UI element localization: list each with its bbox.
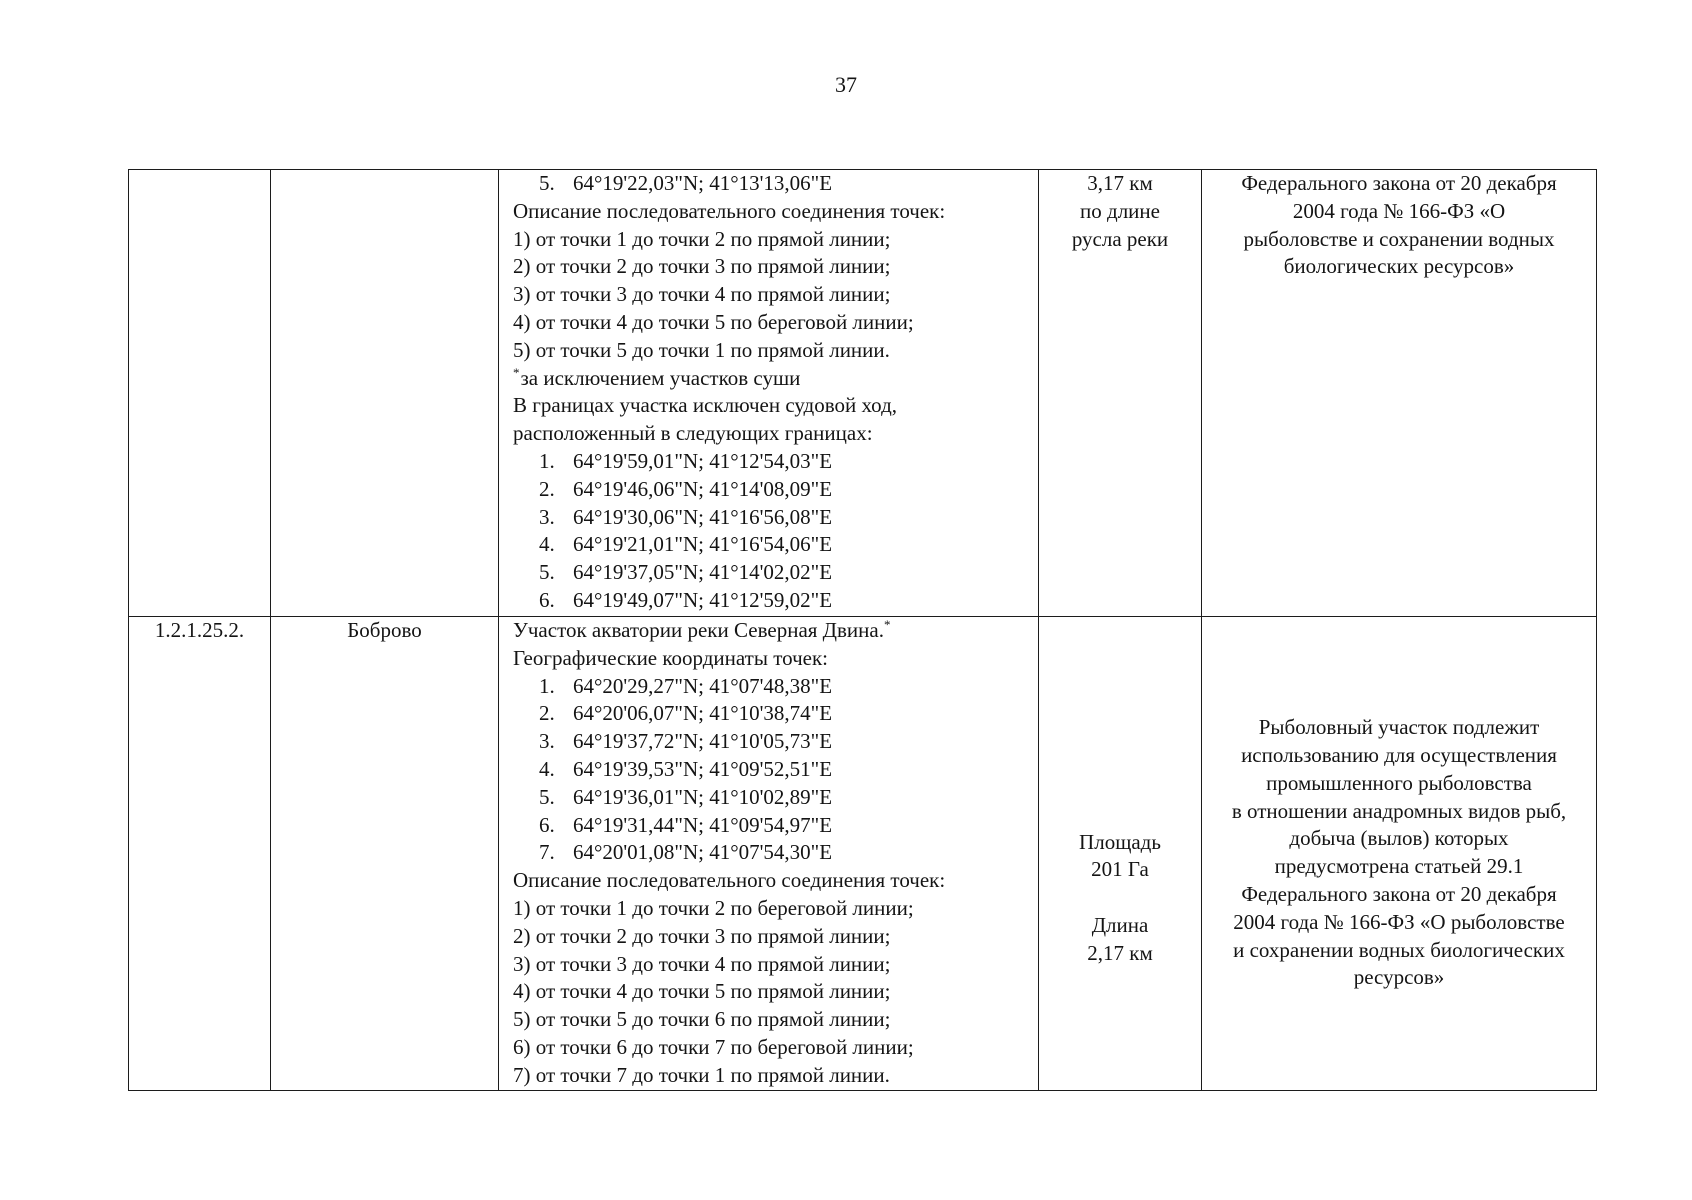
coordinate-point: 6. 64°19'31,44"N; 41°09'54,97"E (539, 812, 833, 837)
purpose-line: 2004 года № 166-ФЗ «О рыболовстве (1233, 909, 1565, 934)
size-line: по длине (1080, 198, 1160, 223)
size-line: 3,17 км (1087, 171, 1153, 195)
coordinate-point: 4. 64°19'21,01"N; 41°16'54,06"E (539, 532, 833, 557)
purpose-line: 2004 года № 166-ФЗ «О (1292, 198, 1506, 223)
coordinate-point: 2. 64°20'06,07"N; 41°10'38,74"E (539, 701, 833, 726)
purpose-line: предусмотрена статьей 29.1 (1274, 854, 1524, 879)
table-row (129, 617, 1597, 1091)
connection-line: 6) от точки 6 до точки 7 по береговой линии; (513, 1034, 914, 1059)
area-title: Участок акватории реки Северная Двина.* (513, 617, 891, 642)
connection-line: 4) от точки 4 до точки 5 по береговой линии; (513, 309, 914, 334)
area-code-cell: 1.2.1.25.2. (129, 617, 271, 1091)
exclusion-text: расположенный в следующих границах: (513, 421, 873, 446)
connection-line: 2) от точки 2 до точки 3 по прямой линии; (513, 923, 891, 948)
purpose-line: промышленного рыболовства (1266, 770, 1532, 795)
purpose-line: Федерального закона от 20 декабря (1241, 882, 1557, 907)
connection-line: 2) от точки 2 до точки 3 по прямой линии; (513, 254, 891, 279)
connection-heading: Описание последовательного соединения точек: (513, 198, 946, 223)
connection-heading: Описание последовательного соединения точек: (513, 868, 946, 893)
page-number: 37 (835, 72, 857, 97)
area-name-cell (271, 170, 499, 617)
connection-line: 5) от точки 5 до точки 6 по прямой линии; (513, 1007, 891, 1032)
length-label: Длина (1091, 913, 1149, 938)
purpose-line: рыболовстве и сохранении водных (1243, 226, 1555, 251)
connection-line: 3) от точки 3 до точки 4 по прямой линии; (513, 951, 891, 976)
area-code-cell (129, 170, 271, 617)
purpose-line: в отношении анадромных видов рыб, (1231, 798, 1567, 823)
connection-line: 3) от точки 3 до точки 4 по прямой линии; (513, 282, 891, 307)
area-size-cell (1039, 170, 1202, 617)
coordinate-point: 2. 64°19'46,06"N; 41°14'08,09"E (539, 476, 833, 501)
area-purpose-cell (1202, 617, 1597, 1091)
purpose-line: Рыболовный участок подлежит (1258, 715, 1540, 740)
exclusion-text: В границах участка исключен судовой ход, (513, 393, 898, 418)
area-description-cell (499, 617, 1039, 1091)
coordinates-heading: Географические координаты точек: (513, 645, 828, 670)
purpose-line: Федерального закона от 20 декабря (1241, 171, 1557, 195)
footnote: *за исключением участков суши (513, 364, 801, 390)
connection-line: 4) от точки 4 до точки 5 по прямой линии; (513, 979, 891, 1004)
purpose-line: добыча (вылов) которых (1289, 826, 1509, 851)
coordinate-point: 5. 64°19'37,05"N; 41°14'02,02"E (539, 560, 833, 585)
coordinate-point: 3. 64°19'37,72"N; 41°10'05,73"E (539, 729, 833, 754)
connection-line: 1) от точки 1 до точки 2 по прямой линии; (513, 226, 891, 251)
table-row (129, 170, 1597, 617)
coordinate-point: 4. 64°19'39,53"N; 41°09'52,51"E (539, 756, 833, 781)
area-value: 201 Га (1091, 857, 1149, 882)
coordinate-point: 5. 64°19'22,03"N; 41°13'13,06"E (539, 171, 833, 195)
coordinate-point: 1. 64°19'59,01"N; 41°12'54,03"E (539, 448, 833, 473)
fishing-areas-table (128, 169, 1597, 1091)
area-label: Площадь (1079, 829, 1161, 854)
purpose-line: ресурсов» (1353, 965, 1445, 990)
connection-line: 7) от точки 7 до точки 1 по прямой линии. (513, 1062, 890, 1087)
area-description-cell (499, 170, 1039, 617)
coordinate-point: 3. 64°19'30,06"N; 41°16'56,08"E (539, 504, 833, 529)
purpose-line: использованию для осуществления (1241, 743, 1557, 768)
area-purpose-cell (1202, 170, 1597, 617)
purpose-line: и сохранении водных биологических (1233, 937, 1565, 962)
coordinate-point: 7. 64°20'01,08"N; 41°07'54,30"E (539, 840, 833, 865)
coordinate-point: 6. 64°19'49,07"N; 41°12'59,02"E (539, 587, 833, 612)
connection-line: 5) от точки 5 до точки 1 по прямой линии. (513, 337, 890, 362)
connection-line: 1) от точки 1 до точки 2 по береговой линии; (513, 895, 914, 920)
length-value: 2,17 км (1087, 941, 1153, 966)
coordinate-point: 1. 64°20'29,27"N; 41°07'48,38"E (539, 673, 833, 698)
area-size-cell (1039, 617, 1202, 1091)
size-line: русла реки (1071, 226, 1169, 251)
area-name-cell: Боброво (271, 617, 499, 1091)
coordinate-point: 5. 64°19'36,01"N; 41°10'02,89"E (539, 784, 833, 809)
purpose-line: биологических ресурсов» (1283, 254, 1515, 279)
